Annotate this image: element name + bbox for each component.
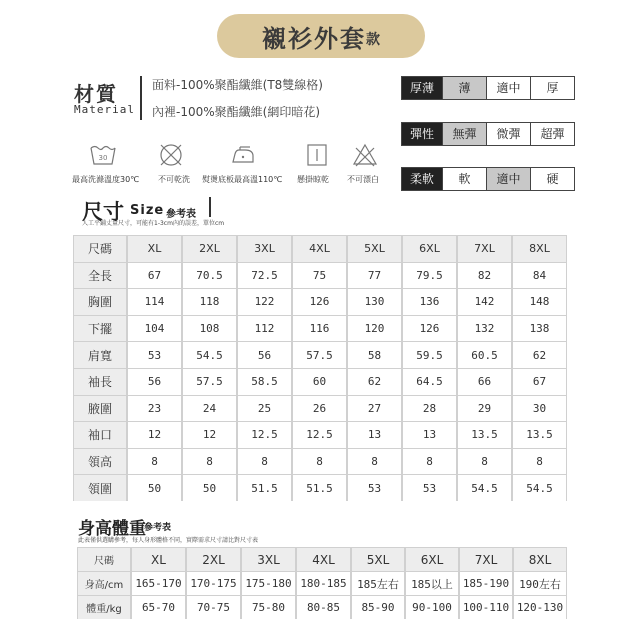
size-table-cell: 26: [293, 396, 346, 422]
size-table-row-label: 下擺: [74, 316, 126, 342]
body-table-header-cell: 3XL: [242, 548, 295, 571]
body-table-header-cell: 4XL: [297, 548, 350, 571]
size-table-cell: 126: [293, 289, 346, 315]
care-text: 不可漂白: [347, 175, 379, 184]
size-table-cell: 8: [348, 449, 401, 475]
size-table-cell: 79.5: [403, 263, 456, 289]
size-table-header-cell: 2XL: [183, 236, 236, 262]
size-table-cell: 51.5: [238, 475, 291, 501]
size-table-cell: 66: [458, 369, 511, 395]
size-table-cell: 53: [403, 475, 456, 501]
size-table-cell: 132: [458, 316, 511, 342]
size-heading: 尺寸: [82, 200, 124, 224]
size-table-cell: 116: [293, 316, 346, 342]
size-table-cell: 57.5: [293, 342, 346, 368]
body-table-cell: 175-180: [242, 572, 295, 595]
size-table-cell: 72.5: [238, 263, 291, 289]
wash-30-icon: [88, 140, 118, 170]
body-table-cell: 185左右: [352, 572, 404, 595]
body-table-header-cell: 8XL: [514, 548, 566, 571]
scale-option: 適中: [486, 77, 530, 99]
banner-title: 襯衫外套: [262, 24, 366, 53]
size-table-header-cell: XL: [128, 236, 181, 262]
size-table-cell: 56: [128, 369, 181, 395]
size-table-cell: 30: [513, 396, 566, 422]
size-table-cell: 82: [458, 263, 511, 289]
body-table-cell: 185以上: [406, 572, 458, 595]
body-table-cell: 75-80: [242, 596, 295, 619]
size-table-row-label: 領高: [74, 449, 126, 475]
title-banner: [217, 14, 425, 58]
size-table-cell: 75: [293, 263, 346, 289]
size-table-cell: 57.5: [183, 369, 236, 395]
size-table-cell: 12.5: [293, 422, 346, 448]
size-table-cell: 12: [183, 422, 236, 448]
body-table-cell: 85-90: [352, 596, 404, 619]
care-text: 熨燙底板最高溫110℃: [202, 175, 283, 184]
size-table-cell: 25: [238, 396, 291, 422]
scale-softness: [401, 167, 575, 191]
size-table-header-cell: 8XL: [513, 236, 566, 262]
size-table-row-label: 袖長: [74, 369, 126, 395]
size-table-cell: 59.5: [403, 342, 456, 368]
care-text: 懸掛晾乾: [297, 175, 329, 184]
size-table-cell: 58: [348, 342, 401, 368]
size-table-cell: 8: [183, 449, 236, 475]
body-table-cell: 90-100: [406, 596, 458, 619]
scale-option: 無彈: [442, 123, 486, 145]
size-table-cell: 70.5: [183, 263, 236, 289]
body-table-cell: 65-70: [132, 596, 185, 619]
size-table-header-cell: 4XL: [293, 236, 346, 262]
size-table-cell: 142: [458, 289, 511, 315]
scale-thickness: [401, 76, 575, 100]
size-table-cell: 126: [403, 316, 456, 342]
size-table-cell: 29: [458, 396, 511, 422]
body-table-header-cell: 6XL: [406, 548, 458, 571]
size-table-cell: 58.5: [238, 369, 291, 395]
size-table-cell: 28: [403, 396, 456, 422]
size-heading-ref: 參考表: [166, 209, 196, 220]
scale-option: 超彈: [530, 123, 574, 145]
size-table-cell: 108: [183, 316, 236, 342]
size-table-cell: 130: [348, 289, 401, 315]
size-heading-divider: [209, 197, 211, 217]
body-note: 此表僅供選購參考，每人身形體格不同，實際需求尺寸請比對尺寸表: [78, 537, 259, 544]
hang-dry-icon: [302, 140, 332, 170]
body-heading: 身高體重: [78, 519, 146, 539]
scale-label: 柔軟: [402, 168, 442, 190]
material-title: 材質: [74, 82, 118, 106]
size-table-header-cell: 6XL: [403, 236, 456, 262]
size-note: 人工平鋪丈量尺寸，可能有1-3cm內的誤差，單位cm: [82, 220, 225, 227]
iron-110-icon: [228, 140, 258, 170]
size-table-cell: 53: [128, 342, 181, 368]
size-table-header-cell: 7XL: [458, 236, 511, 262]
body-table: [77, 547, 567, 619]
wash-temp-label: 30: [98, 154, 108, 162]
size-table-row-label: 袖口: [74, 422, 126, 448]
size-table-cell: 8: [403, 449, 456, 475]
size-table: [73, 235, 567, 501]
size-table-cell: 148: [513, 289, 566, 315]
size-table-cell: 138: [513, 316, 566, 342]
size-table-cell: 56: [238, 342, 291, 368]
size-table-row-label: 腋圍: [74, 396, 126, 422]
scale-elasticity: [401, 122, 575, 146]
size-table-cell: 60.5: [458, 342, 511, 368]
size-table-cell: 8: [513, 449, 566, 475]
size-table-cell: 50: [128, 475, 181, 501]
size-table-cell: 24: [183, 396, 236, 422]
size-table-header-cell: 3XL: [238, 236, 291, 262]
size-table-cell: 13: [348, 422, 401, 448]
size-table-cell: 62: [348, 369, 401, 395]
scale-option: 厚: [530, 77, 574, 99]
body-table-cell: 70-75: [187, 596, 240, 619]
no-tumble-dry-icon: [156, 140, 186, 170]
size-table-cell: 53: [348, 475, 401, 501]
size-table-cell: 27: [348, 396, 401, 422]
size-heading-en: Size: [130, 203, 165, 218]
scale-option: 適中: [486, 168, 530, 190]
size-table-cell: 120: [348, 316, 401, 342]
size-table-cell: 112: [238, 316, 291, 342]
body-heading-ref: 參考表: [144, 523, 172, 533]
size-table-cell: 62: [513, 342, 566, 368]
size-table-cell: 60: [293, 369, 346, 395]
material-subtitle: Material: [74, 103, 135, 116]
size-table-cell: 13: [403, 422, 456, 448]
body-table-cell: 180-185: [297, 572, 350, 595]
scale-option: 微彈: [486, 123, 530, 145]
body-table-cell: 185-190: [460, 572, 512, 595]
size-table-cell: 67: [128, 263, 181, 289]
size-table-cell: 23: [128, 396, 181, 422]
body-table-header-cell: 尺碼: [78, 548, 130, 571]
size-table-row-label: 領圍: [74, 475, 126, 501]
body-table-header-cell: 5XL: [352, 548, 404, 571]
size-table-cell: 136: [403, 289, 456, 315]
size-table-row-label: 胸圍: [74, 289, 126, 315]
body-table-row-label: 體重/kg: [78, 596, 130, 619]
size-table-cell: 84: [513, 263, 566, 289]
size-table-cell: 51.5: [293, 475, 346, 501]
size-table-cell: 54.5: [458, 475, 511, 501]
body-table-cell: 190左右: [514, 572, 566, 595]
size-table-cell: 122: [238, 289, 291, 315]
size-table-cell: 8: [128, 449, 181, 475]
size-table-cell: 114: [128, 289, 181, 315]
size-table-cell: 54.5: [183, 342, 236, 368]
size-table-cell: 50: [183, 475, 236, 501]
size-table-cell: 118: [183, 289, 236, 315]
no-bleach-icon: [350, 140, 380, 170]
banner-suffix: 款: [366, 32, 380, 48]
size-table-cell: 104: [128, 316, 181, 342]
size-table-cell: 64.5: [403, 369, 456, 395]
body-table-cell: 165-170: [132, 572, 185, 595]
body-table-header-cell: XL: [132, 548, 185, 571]
size-table-cell: 8: [238, 449, 291, 475]
body-table-cell: 100-110: [460, 596, 512, 619]
body-table-header-cell: 2XL: [187, 548, 240, 571]
size-table-row-label: 肩寬: [74, 342, 126, 368]
size-table-header-cell: 尺碼: [74, 236, 126, 262]
size-table-cell: 8: [458, 449, 511, 475]
scale-option: 硬: [530, 168, 574, 190]
size-table-cell: 67: [513, 369, 566, 395]
scale-label: 彈性: [402, 123, 442, 145]
size-table-cell: 54.5: [513, 475, 566, 501]
size-table-cell: 13.5: [458, 422, 511, 448]
body-table-cell: 170-175: [187, 572, 240, 595]
care-text: 不可乾洗: [158, 175, 190, 184]
size-table-cell: 77: [348, 263, 401, 289]
size-table-cell: 12.5: [238, 422, 291, 448]
fabric-inner: 內裡-100%聚酯纖維(網印暗花): [152, 105, 321, 119]
material-divider: [140, 76, 142, 120]
body-table-header-cell: 7XL: [460, 548, 512, 571]
scale-label: 厚薄: [402, 77, 442, 99]
care-text: 最高洗滌溫度30℃: [72, 175, 140, 184]
body-table-cell: 120-130: [514, 596, 566, 619]
size-table-cell: 8: [293, 449, 346, 475]
fabric-outer: 面料-100%聚酯纖維(T8雙線格): [152, 78, 323, 92]
body-table-cell: 80-85: [297, 596, 350, 619]
scale-option: 薄: [442, 77, 486, 99]
size-table-cell: 12: [128, 422, 181, 448]
body-table-row-label: 身高/cm: [78, 572, 130, 595]
size-table-cell: 13.5: [513, 422, 566, 448]
size-table-header-cell: 5XL: [348, 236, 401, 262]
scale-option: 軟: [442, 168, 486, 190]
size-table-row-label: 全長: [74, 263, 126, 289]
